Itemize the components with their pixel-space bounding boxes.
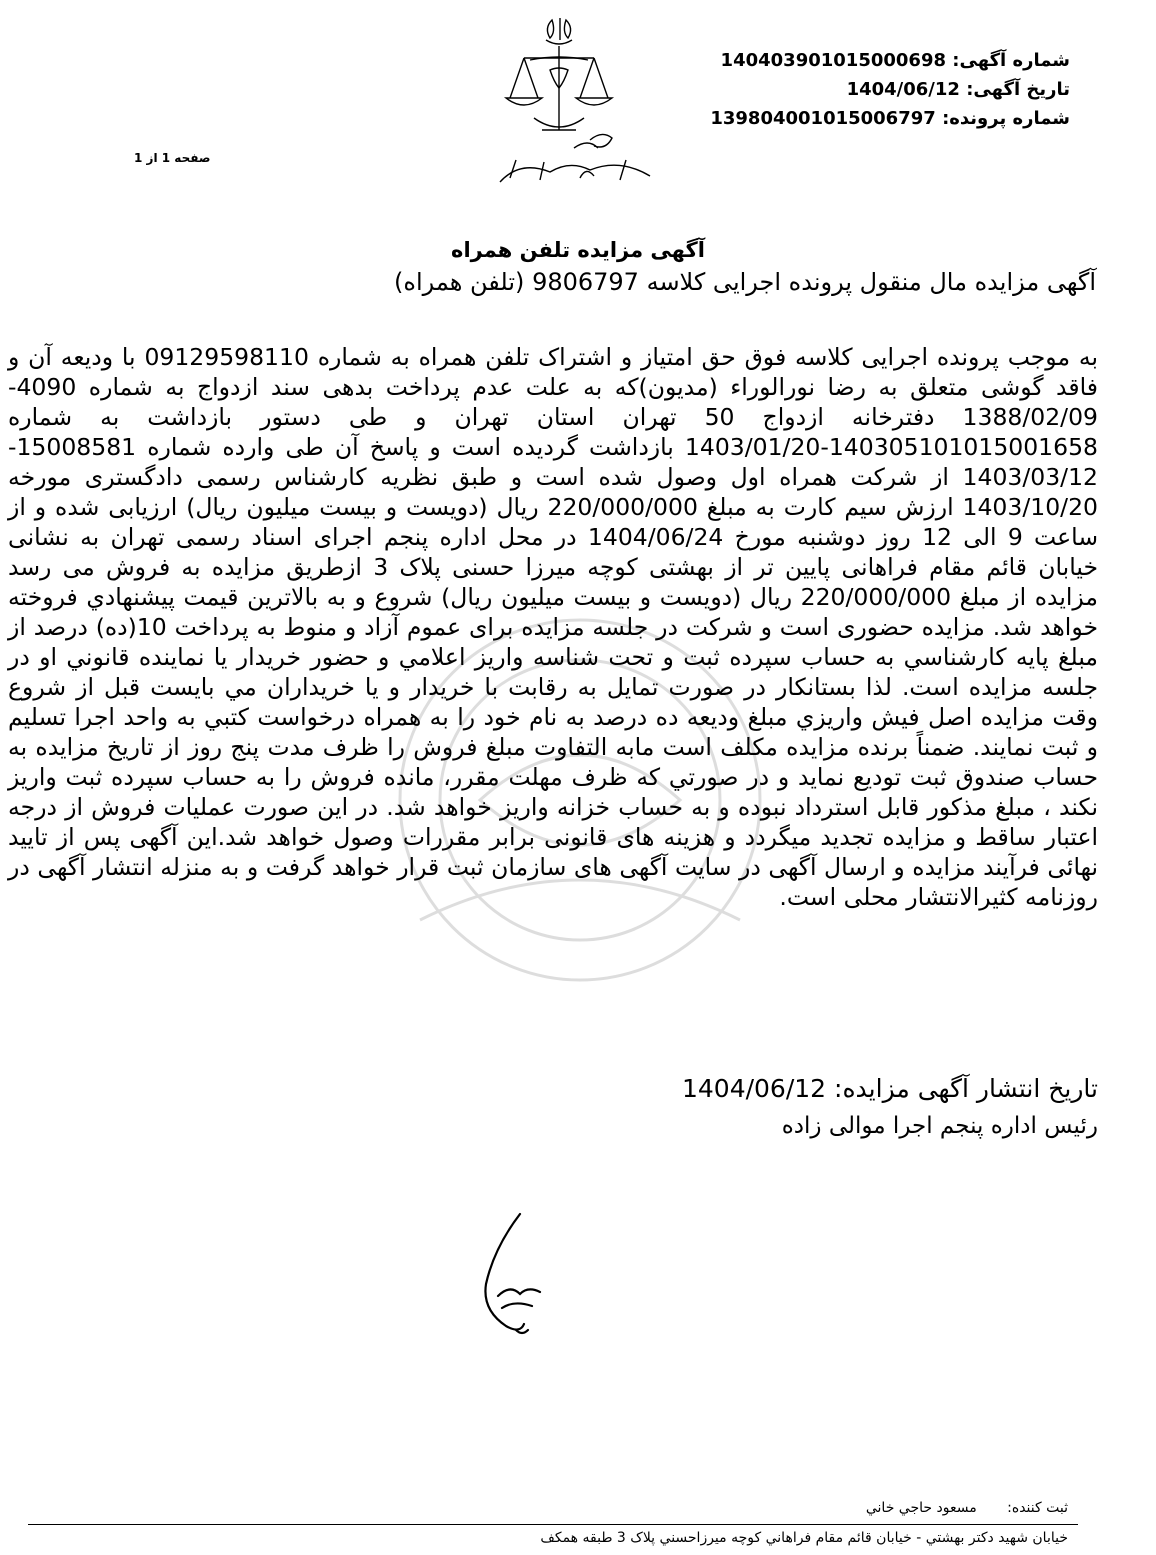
notice-number-row: [710, 46, 1070, 75]
publication-date-label: تاریخ انتشار آگهی مزایده:: [834, 1074, 1098, 1103]
registrar-line: [568, 1500, 1068, 1516]
notice-meta: [710, 46, 1070, 133]
notice-body: [8, 342, 1098, 912]
notice-date-label: تاریخ آگهی:: [966, 79, 1070, 100]
page-indicator: صفحه 1 از 1: [134, 151, 211, 165]
case-number-label: شماره پرونده:: [942, 108, 1070, 129]
case-number: 139804001015006797: [710, 108, 936, 129]
notice-date-row: [710, 75, 1070, 104]
case-number-row: [710, 104, 1070, 133]
judiciary-emblem-logo: [470, 10, 670, 200]
registrar-name: مسعود حاجي خاني: [865, 1500, 977, 1516]
notice-date: 1404/06/12: [846, 79, 960, 100]
signer-title: رئیس اداره پنجم اجرا موالی زاده: [781, 1113, 1098, 1139]
office-address: خیابان شهید دکتر بهشتي - خیابان قائم مقام فراهاني کوچه میرزاحسني پلاک 3 طبقه همکف: [540, 1530, 1068, 1546]
notice-title: آگهی مزایده تلفن همراه: [451, 238, 705, 262]
footer-divider: [28, 1524, 1078, 1525]
notice-subtitle: آگهی مزایده مال منقول پرونده اجرایی کلاسه 9806797 (تلفن همراه): [394, 268, 1096, 296]
publication-date: 1404/06/12: [681, 1074, 827, 1103]
notice-body-paragraph: به موجب پرونده اجرایی کلاسه فوق حق امتیاز و اشتراک تلفن همراه به شماره 09129598110 با ودیعه آن و فاقد گوشی متعلق به رضا نورالوراء (مدیون)که به علت عدم پرداخت بدهی سند ازدواج به شماره 4090- 1388/02/09 دفترخانه ازدواج 50 تهران استان تهران و طی دستور بازداشت به شماره 140305101015001658-1403/01/20 بازداشت گردیده است و پاسخ آن طی وارده شماره 15008581-1403/03/12 از شرکت همراه اول وصول شده است و طبق نظریه کارشناس رسمی دادگستری مورخه 1403/10/20 ارزش سیم کارت به مبلغ 220/000/000 ریال (دویست و بیست میلیون ریال) ارزیابی شده و از ساعت 9 الی 12 روز دوشنبه مورخ 1404/06/24 در محل اداره پنجم اجرای اسناد رسمی تهران به نشانی خیابان قائم مقام فراهانی پایین تر از بهشتی کوچه میرزا حسنی پلاک 3 ازطریق مزایده به فروش می رسد مزایده از مبلغ 220/000/000 ریال (دویست و بیست میلیون ریال) شروع و به بالاترین قیمت پیشنهادي فروخته خواهد شد. مزایده حضوری است و شرکت در جلسه مزایده برای عموم آزاد و منوط به پرداخت 10(ده) درصد از مبلغ پایه کارشناسي به حساب سپرده ثبت و تحت شناسه واریز اعلامي و حضور خریدار یا نماینده قانوني او در جلسه مزایده است. لذا بستانکار در صورت تمایل به رقابت با خریدار و یا خریداران مي بایست قبل از شروع وقت مزایده اصل فیش واریزي مبلغ ودیعه ده درصد به نام خود را به همراه درخواست کتبي به واحد اجرا تسلیم و ثبت نمایند. ضمناً برنده مزایده مکلف است مابه التفاوت مبلغ فروش را ظرف مدت پنج روز از تاریخ مزایده به حساب صندوق ثبت تودیع نماید و در صورتي که ظرف مهلت مقرر، مانده فروش را به حساب سپرده ثبت واریز نکند ، مبلغ مذکور قابل استرداد نبوده و به حساب خزانه واریز خواهد شد. در این صورت عملیات فروش از درجه اعتبار ساقط و مزایده تجدید میگردد و هزینه های قانونی برابر مقررات وصول خواهد شد.این آگهی پس از تایید نهائی فرآیند مزایده و ارسال آگهی در سایت آگهی های سازمان ثبت قرار خواهد گرفت و به منزله انتشار آگهی در روزنامه کثیرالانتشار محلی است.: [8, 343, 1099, 911]
notice-number-label: شماره آگهی:: [952, 50, 1070, 71]
notice-number: 140403901015000698: [720, 50, 946, 71]
signature-image: [428, 1188, 598, 1352]
publication-date-line: [398, 1074, 1098, 1103]
registrar-label: ثبت کننده:: [1007, 1500, 1068, 1516]
